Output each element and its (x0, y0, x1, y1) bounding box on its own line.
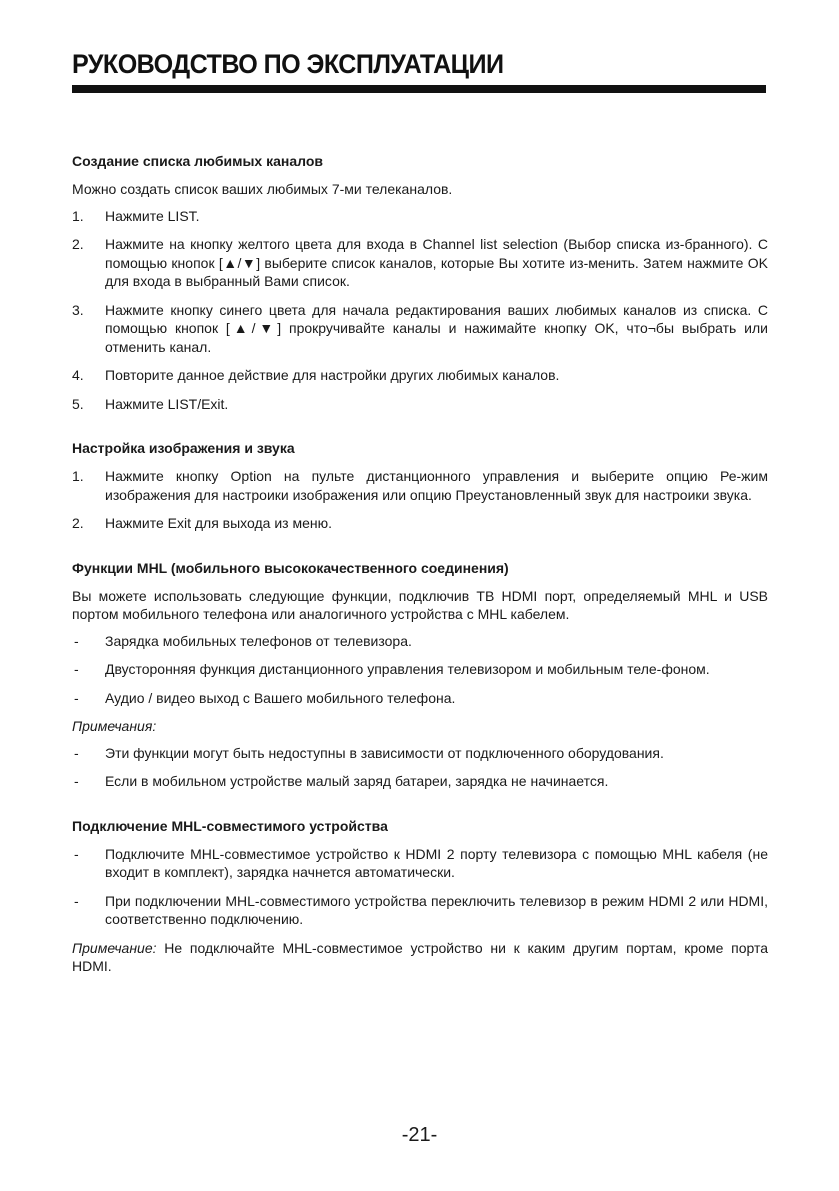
page-content (72, 152, 768, 1002)
section-connect (72, 817, 768, 976)
connect-note (72, 939, 768, 976)
section-picture-sound (72, 439, 768, 533)
section-title: Создание списка любимых каналов (72, 153, 323, 169)
list-item: - Если в мобильном устройстве малый заряд батареи, зарядка не начинается. (74, 773, 609, 789)
note-label: Примечание: (72, 939, 157, 956)
favorites-steps (72, 207, 768, 414)
list-item: 2. Нажмите на кнопку желтого цвета для входа в Channel list selection (Выбор списка из-бранного). С помощью кнопок [▲/▼] выберите список каналов, которые Вы хотите из-менить. Затем нажмите OK для входа в выбранный Вами список. (72, 236, 768, 289)
section-intro: Можно создать список ваших любимых 7-ми телеканалов. (72, 181, 453, 197)
list-item: 1. Нажмите LIST. (72, 207, 200, 224)
notes-label: Примечания: (72, 718, 157, 734)
list-item: - Зарядка мобильных телефонов от телевизора. (74, 632, 412, 649)
list-item: - Аудио / видео выход с Вашего мобильного телефона. (74, 689, 456, 706)
header-rule (72, 85, 766, 93)
section-title: Настройка изображения и звука (72, 440, 295, 456)
page-title: РУКОВОДСТВО ПО ЭКСПЛУАТАЦИИ (72, 49, 504, 79)
list-item: - При подключении MHL-совместимого устройства переключить телевизор в режим HDMI 2 или HDMI, соответственно подключению. (74, 892, 768, 927)
list-item: 2. Нажмите Exit для выхода из меню. (72, 515, 333, 531)
section-title: Подключение MHL-совместимого устройства (72, 817, 388, 834)
list-item: - Двусторонняя функция дистанционного управления телевизором и мобильным теле-фоном. (74, 661, 710, 677)
connect-steps (72, 845, 768, 929)
section-favorites (72, 152, 768, 413)
section-title: Функции MHL (мобильного высококачественного соединения) (72, 559, 509, 576)
list-item: - Подключите MHL-совместимое устройство к HDMI 2 порту телевизора с помощью MHL кабеля (не входит в комплект), зарядка начнется автоматически. (74, 845, 768, 880)
list-item: 3. Нажмите кнопку синего цвета для начала редактирования ваших любимых каналов из списка. С помощью кнопок [▲/▼] прокручивайте каналы и нажимайте кнопку OK, что¬бы выбрать или отменить канал. (72, 301, 768, 355)
mhl-features (72, 632, 768, 708)
section-intro: Вы можете использовать следующие функции, подключив ТВ HDMI порт, определяемый MHL и USB портом мобильного телефона или аналогичного устройства с MHL кабелем. (72, 587, 768, 622)
list-item: 1. Нажмите кнопку Option на пульте дистанционного управления и выберите опцию Ре-жим изображения для настроики изображения или опцию Преустановленный звук для настроики звука. (72, 468, 768, 503)
page-header (72, 48, 766, 93)
note-text: Не подключайте MHL-совместимое устройство ни к каким другим портам, кроме порта HDMI. (72, 939, 768, 974)
page-number: -21- (401, 1124, 438, 1146)
list-item: 4. Повторите данное действие для настройки других любимых каналов. (72, 367, 560, 383)
section-mhl (72, 559, 768, 791)
picture-sound-steps (72, 467, 768, 533)
list-item: 5. Нажмите LIST/Exit. (72, 395, 229, 412)
mhl-notes (72, 744, 768, 791)
list-item: - Эти функции могут быть недоступны в зависимости от подключенного оборудования. (74, 744, 664, 761)
